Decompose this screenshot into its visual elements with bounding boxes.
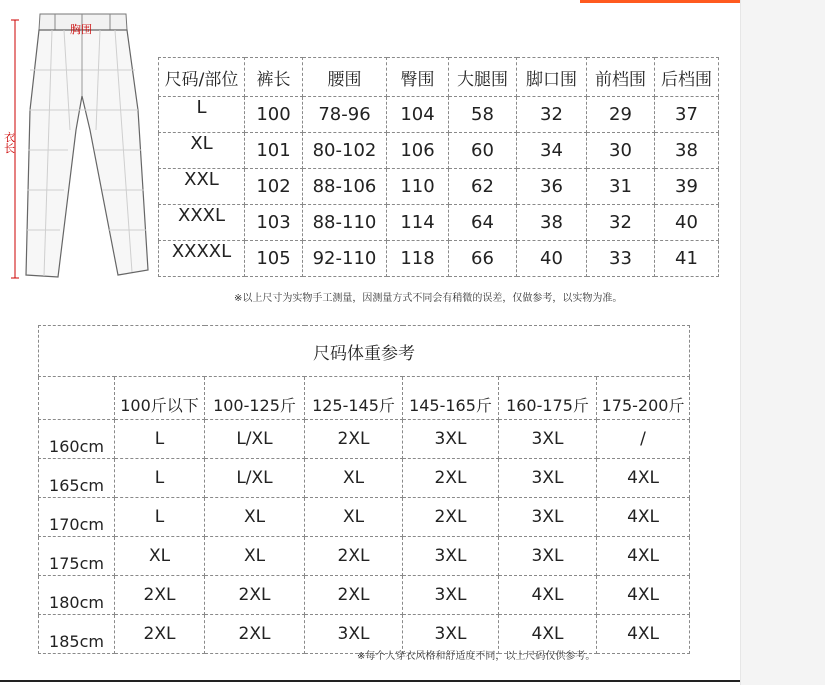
header-cell: 125-145斤 [305,377,403,420]
table-cell: 2XL [305,420,403,459]
table-cell: 40 [517,241,587,277]
pants-illustration [0,0,160,285]
table-cell: 3XL [499,459,597,498]
table-cell: 62 [449,169,517,205]
top-accent-bar [580,0,740,3]
table-cell: 36 [517,169,587,205]
header-cell: 裤长 [245,58,303,97]
table-cell: 2XL [205,615,305,654]
header-cell: 100-125斤 [205,377,305,420]
table-row [39,498,690,537]
size-cell: XXL [159,169,245,205]
length-dimension-label: 衣长 [4,131,15,155]
header-cell: 175-200斤 [597,377,690,420]
table-cell: 2XL [403,498,499,537]
table-cell: 32 [587,205,655,241]
table-cell: 33 [587,241,655,277]
table-cell: 100 [245,97,303,133]
height-cell: 180cm [39,576,115,615]
weight-table-header-row [39,377,690,420]
table-cell: 102 [245,169,303,205]
table-row [39,459,690,498]
table-cell: 38 [655,133,719,169]
table-cell: 3XL [403,615,499,654]
table-cell: 101 [245,133,303,169]
table-cell: 37 [655,97,719,133]
table-cell: 38 [517,205,587,241]
table-cell: 41 [655,241,719,277]
table-cell: XL [115,537,205,576]
table-cell: 118 [387,241,449,277]
table-cell: 4XL [597,498,690,537]
table-cell: XL [305,498,403,537]
table-cell: L [115,420,205,459]
header-cell: 前档围 [587,58,655,97]
header-cell: 尺码/部位 [159,58,245,97]
size-table-header-row [159,58,719,97]
table-cell: 39 [655,169,719,205]
table-cell: 80-102 [303,133,387,169]
pants-sketch-icon [0,0,160,285]
right-gutter [740,0,825,685]
table-cell: 3XL [499,420,597,459]
table-row [159,205,719,241]
size-cell: XXXL [159,205,245,241]
header-cell: 脚口围 [517,58,587,97]
height-cell: 175cm [39,537,115,576]
table-cell: 2XL [403,459,499,498]
header-cell: 145-165斤 [403,377,499,420]
table-row [159,97,719,133]
table-cell: 40 [655,205,719,241]
table-cell: 114 [387,205,449,241]
size-chart-table [158,57,719,277]
header-cell: 臀围 [387,58,449,97]
height-cell: 170cm [39,498,115,537]
header-cell [39,377,115,420]
table-cell: 2XL [305,537,403,576]
header-cell: 160-175斤 [499,377,597,420]
table-row [159,241,719,277]
table-cell: 4XL [597,459,690,498]
weight-table-title: 尺码体重参考 [39,326,690,377]
header-cell: 腰围 [303,58,387,97]
height-cell: 160cm [39,420,115,459]
table-cell: XL [305,459,403,498]
table-cell: 31 [587,169,655,205]
table-cell: XL [205,537,305,576]
table-cell: 3XL [305,615,403,654]
table-cell: 29 [587,97,655,133]
size-cell: XL [159,133,245,169]
table-cell: 88-106 [303,169,387,205]
table-cell: 92-110 [303,241,387,277]
table-cell: 4XL [499,615,597,654]
table-cell: 3XL [403,576,499,615]
table-cell: 4XL [499,576,597,615]
table-cell: 110 [387,169,449,205]
table-cell: 78-96 [303,97,387,133]
table-cell: 3XL [403,537,499,576]
table-row [39,420,690,459]
table-cell: 3XL [499,498,597,537]
table-cell: 105 [245,241,303,277]
table-row [159,133,719,169]
table-row [39,537,690,576]
height-cell: 165cm [39,459,115,498]
table-cell: L [115,459,205,498]
table-row [39,576,690,615]
height-cell: 185cm [39,615,115,654]
waist-dimension-label: 胸围 [70,23,92,36]
header-cell: 后档围 [655,58,719,97]
table-cell: 2XL [115,576,205,615]
table-cell: 32 [517,97,587,133]
table-cell: 106 [387,133,449,169]
table-cell: L/XL [205,420,305,459]
table-cell: XL [205,498,305,537]
table-cell: 66 [449,241,517,277]
table-cell: 60 [449,133,517,169]
table-cell: L [115,498,205,537]
header-cell: 大腿围 [449,58,517,97]
table-cell: 34 [517,133,587,169]
table-cell: 104 [387,97,449,133]
table-cell: 3XL [403,420,499,459]
table-cell: 2XL [115,615,205,654]
header-cell: 100斤以下 [115,377,205,420]
table-cell: 4XL [597,576,690,615]
table-cell: 58 [449,97,517,133]
size-cell: XXXXL [159,241,245,277]
table-cell: 64 [449,205,517,241]
weight-reference-table [38,325,690,654]
measurement-note: ※以上尺寸为实物手工测量，因测量方式不同会有稍微的误差，仅做参考，以实物为准。 [234,293,623,304]
table-cell: 3XL [499,537,597,576]
fit-note: ※每个人穿衣风格和舒适度不同，以上尺码仅供参考。 [357,651,596,662]
table-row [159,169,719,205]
table-cell: 4XL [597,615,690,654]
table-cell: / [597,420,690,459]
table-cell: 103 [245,205,303,241]
table-cell: 4XL [597,537,690,576]
table-cell: 88-110 [303,205,387,241]
table-cell: 2XL [205,576,305,615]
size-cell: L [159,97,245,133]
table-cell: L/XL [205,459,305,498]
table-cell: 30 [587,133,655,169]
table-cell: 2XL [305,576,403,615]
bottom-divider [0,680,740,682]
